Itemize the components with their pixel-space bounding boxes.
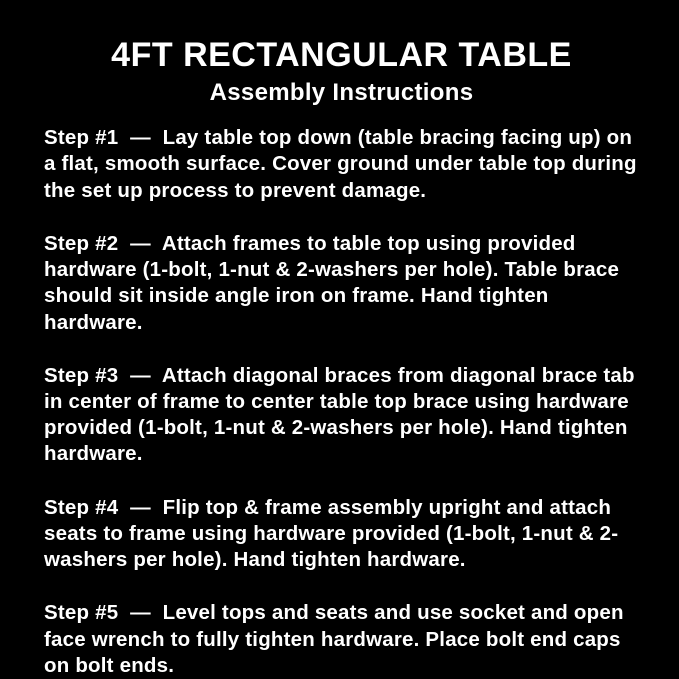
- page-subtitle: Assembly Instructions: [209, 79, 474, 107]
- step-2-paragraph: Step #2 — Attach frames to table top using provided hardware (1-bolt, 1-nut & 2-washers per hole). Table brace should sit inside angle iron on frame. Hand tighten hardware.: [44, 231, 626, 334]
- step-5-paragraph: Step #5 — Level tops and seats and use socket and open face wrench to fully tighten hardware. Place bolt end caps on bolt ends.: [44, 601, 630, 677]
- steps-list: [44, 125, 643, 679]
- page-title: 4FT RECTANGULAR TABLE: [111, 36, 572, 74]
- header: [44, 36, 639, 107]
- step-4-paragraph: Step #4 — Flip top & frame assembly upright and attach seats to frame using hardware provided (1-bolt, 1-nut & 2-washers per hole). Hand tighten hardware.: [44, 495, 619, 572]
- step-1-paragraph: Step #1 — Lay table top down (table bracing facing up) on a flat, smooth surface. Cover ground under table top during the set up process to prevent damage.: [44, 126, 643, 202]
- step-3-paragraph: Step #3 — Attach diagonal braces from diagonal brace tab in center of frame to center table top brace using hardware provided (1-bolt, 1-nut & 2-washers per hole). Hand tighten hardware.: [44, 363, 641, 466]
